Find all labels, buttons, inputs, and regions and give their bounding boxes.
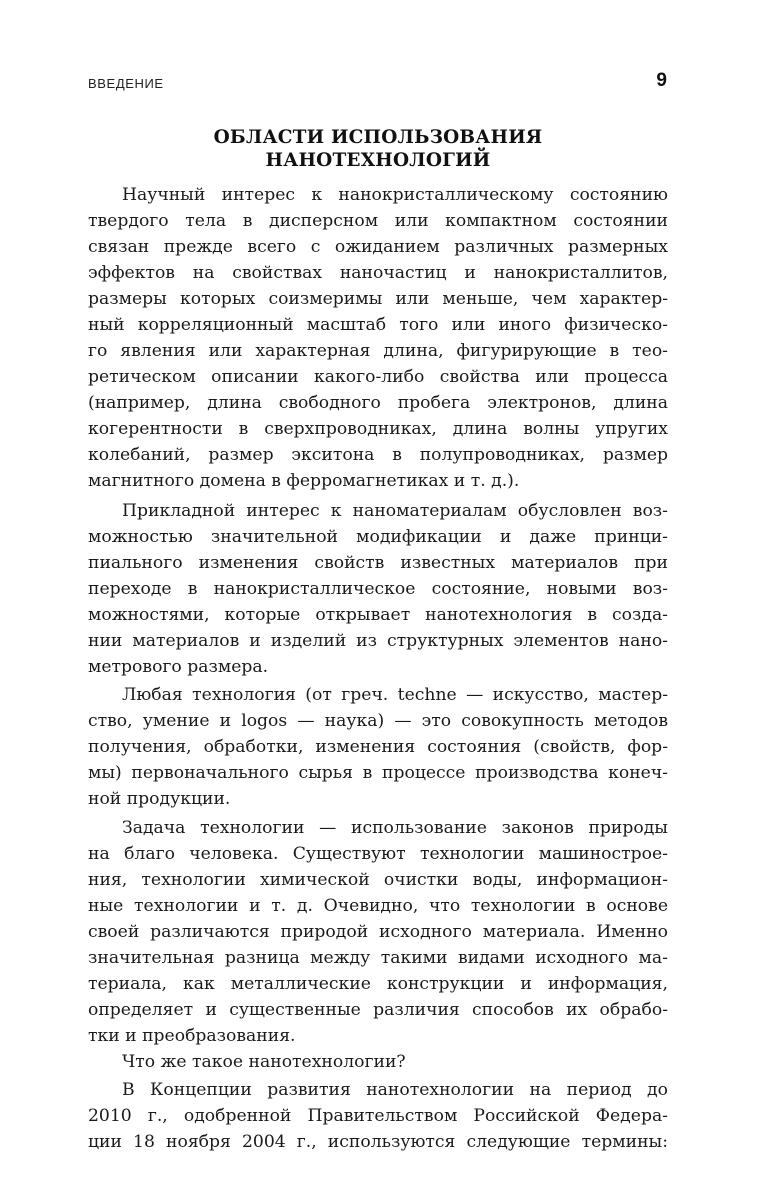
text-line: го явления или характерная длина, фигурирующие в тео-	[88, 341, 668, 361]
text-line: Что же такое нанотехнологии?	[122, 1052, 406, 1072]
text-line: можностью значительной модификации и даже принци-	[88, 527, 668, 547]
paragraph	[88, 182, 668, 494]
text-line: ные технологии и т. д. Очевидно, что технологии в основе	[88, 896, 668, 916]
running-head: ВВЕДЕНИЕ	[88, 76, 164, 91]
paragraph	[88, 682, 668, 812]
paragraph	[88, 1077, 668, 1155]
text-line: связан прежде всего с ожиданием различных размерных	[88, 237, 668, 257]
paragraph	[88, 815, 668, 1049]
text-line: размеры которых соизмеримы или меньше, чем характер-	[88, 289, 668, 309]
text-line: магнитного домена в ферромагнетиках и т. д.).	[88, 471, 520, 491]
text-line: (например, длина свободного пробега электронов, длина	[88, 393, 668, 413]
text-line: пиального изменения свойств известных материалов при	[88, 553, 668, 573]
text-line: когерентности в сверхпроводниках, длина волны упругих	[88, 419, 668, 439]
text-line: определяет и существенные различия способов их обрабо-	[88, 1000, 668, 1020]
text-line: мы) первоначального сырья в процессе производства конеч-	[88, 763, 668, 783]
text-line: значительная разница между такими видами исходного ма-	[88, 948, 668, 968]
paragraph	[88, 1049, 668, 1075]
page-number: 9	[656, 70, 667, 91]
text-line: Задача технологии — использование законов природы	[122, 818, 668, 838]
text-line: териала, как металлические конструкции и информация,	[88, 974, 668, 994]
section-title	[88, 126, 668, 172]
text-line: ство, умение и logos — наука) — это совокупность методов	[88, 711, 668, 731]
text-line: ретическом описании какого-либо свойства или процесса	[88, 367, 668, 387]
text-line: ной продукции.	[88, 789, 231, 809]
text-line: Прикладной интерес к наноматериалам обусловлен воз-	[122, 501, 668, 521]
section-title-line: ОБЛАСТИ ИСПОЛЬЗОВАНИЯ	[213, 127, 543, 148]
body-text	[88, 182, 668, 1155]
text-line: ный корреляционный масштаб того или иного физическо-	[88, 315, 668, 335]
paragraph	[88, 498, 668, 680]
text-line: 2010 г., одобренной Правительством Российской Федера-	[88, 1106, 668, 1126]
text-line: получения, обработки, изменения состояния (свойств, фор-	[88, 737, 668, 757]
text-line: ции 18 ноября 2004 г., используются следующие термины:	[88, 1132, 668, 1152]
text-line: на благо человека. Существуют технологии машинострое-	[88, 844, 668, 864]
text-line: Научный интерес к нанокристаллическому состоянию	[122, 185, 668, 205]
text-line: нии материалов и изделий из структурных элементов нано-	[88, 631, 668, 651]
text-line: метрового размера.	[88, 657, 269, 677]
text-line: В Концепции развития нанотехнологии на период до	[122, 1080, 668, 1100]
section-title-line: НАНОТЕХНОЛОГИЙ	[265, 150, 491, 171]
text-line: переходе в нанокристаллическое состояние, новыми воз-	[88, 579, 668, 599]
text-line: Любая технология (от греч. techne — искусство, мастер-	[122, 685, 668, 705]
text-line: твердого тела в дисперсном или компактном состоянии	[88, 211, 668, 231]
text-line: тки и преобразования.	[88, 1026, 296, 1046]
text-line: колебаний, размер экситона в полупроводниках, размер	[88, 445, 668, 465]
text-line: ния, технологии химической очистки воды, информацион-	[88, 870, 668, 890]
text-line: своей различаются природой исходного материала. Именно	[88, 922, 668, 942]
text-line: можностями, которые открывает нанотехнология в созда-	[88, 605, 668, 625]
text-line: эффектов на свойствах наночастиц и нанокристаллитов,	[88, 263, 668, 283]
